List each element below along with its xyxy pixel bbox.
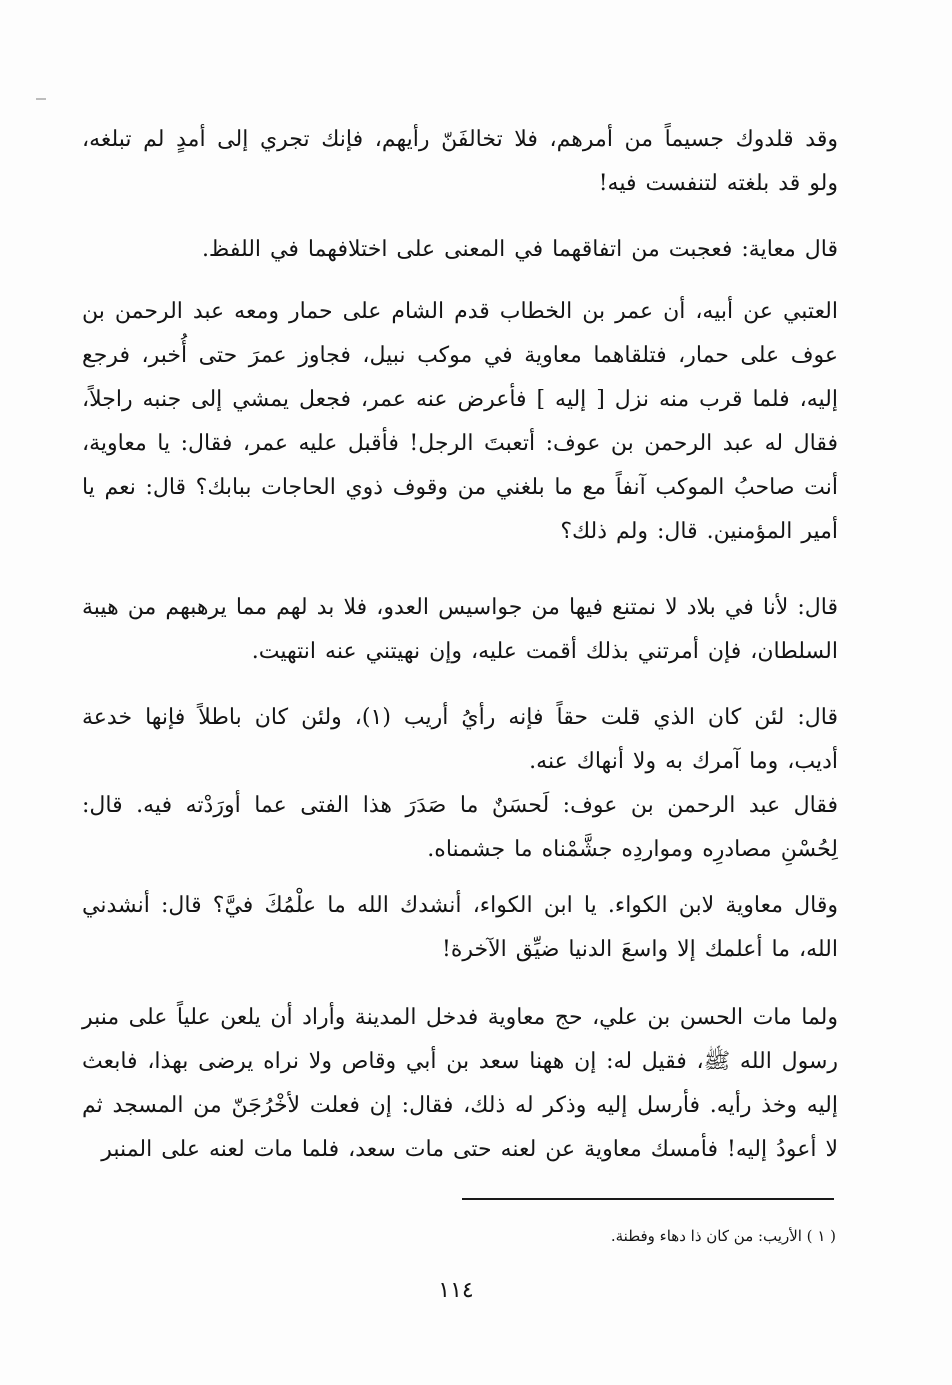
- footnote: ( ١ ) الأريب: من كان ذا دهاء وفطنة.: [610, 1227, 836, 1245]
- scan-mark: [36, 98, 46, 100]
- paragraph-text: فقال عبد الرحمن بن عوف: لَحسَنٌ ما صَدَرَ هذا الفتى عما أورَدْته فيه. قال: لِحُسْنِ مصادرِه ومواردِه جشَّمْناه ما جشمناه.: [82, 793, 838, 862]
- paragraph-2: [82, 228, 838, 272]
- paragraph-text: وقد قلدوك جسيماً من أمرهم، فلا تخالفَنّ رأيهم، فإنك تجري إلى أمدٍ لم تبلغه، ولو قد بلغته لتنفست فيه!: [82, 127, 838, 196]
- paragraph-text: العتبي عن أبيه، أن عمر بن الخطاب قدم الشام على حمار ومعه عبد الرحمن بن عوف على حمار، فتلقاهما معاوية في موكب نبيل، فجاوز عمرَ حتى أُخبر، فرجع إليه، فلما قرب منه نزل [ إليه ] فأعرض عنه عمر، فجعل يمشي إلى جنبه راجلاً، فقال له عبد الرحمن بن عوف: أتعبتَ الرجل! فأقبل عليه عمر، فقال: يا معاوية، أنت صاحبُ الموكب آنفاً مع ما بلغني من وقوف ذوي الحاجات ببابك؟ قال: نعم يا أمير المؤمنين. قال: ولم ذلك؟: [82, 299, 838, 544]
- paragraph-7: [82, 884, 838, 972]
- paragraph-text: قال: لأنا في بلاد لا نمتنع فيها من جواسيس العدو، فلا بد لهم مما يرهبهم من هيبة السلطان، فإن أمرتني بذلك أقمت عليه، وإن نهيتني عنه انتهيت.: [82, 595, 838, 664]
- paragraph-text: ولما مات الحسن بن علي، حج معاوية فدخل المدينة وأراد أن يلعن علياً على منبر رسول الله ﷺ، فقيل له: إن ههنا سعد بن أبي وقاص ولا نراه يرضى بهذا، فابعث إليه وخذ رأيه. فأرسل إليه وذكر له ذلك، فقال: إن فعلت لأخْرُجَنّ من المسجد ثم لا أعودُ إليه! فأمسك معاوية عن لعنه حتى مات سعد، فلما مات لعنه على المنبر: [82, 1005, 838, 1162]
- paragraph-text: قال معاية: فعجبت من اتفاقهما في المعنى على اختلافهما في اللفظ.: [201, 237, 838, 262]
- footnote-divider: [462, 1198, 834, 1200]
- paragraph-text: وقال معاوية لابن الكواء. يا ابن الكواء، أنشدك الله ما علْمُكَ فيَّ؟ قال: أنشدني الله، ما أعلمك إلا واسعَ الدنيا ضيِّق الآخرة!: [82, 893, 838, 962]
- paragraph-5: [82, 696, 838, 784]
- page-number: ١١٤: [438, 1278, 474, 1303]
- paragraph-8: [82, 996, 838, 1172]
- paragraph-4: [82, 586, 838, 674]
- paragraph-text: قال: لئن كان الذي قلت حقاً فإنه رأيُ أريب (١)، ولئن كان باطلاً فإنها خدعة أديب، وما آمرك به ولا أنهاك عنه.: [82, 705, 838, 774]
- paragraph-6: [82, 784, 838, 872]
- paragraph-3: [82, 290, 838, 554]
- paragraph-1: [82, 118, 838, 206]
